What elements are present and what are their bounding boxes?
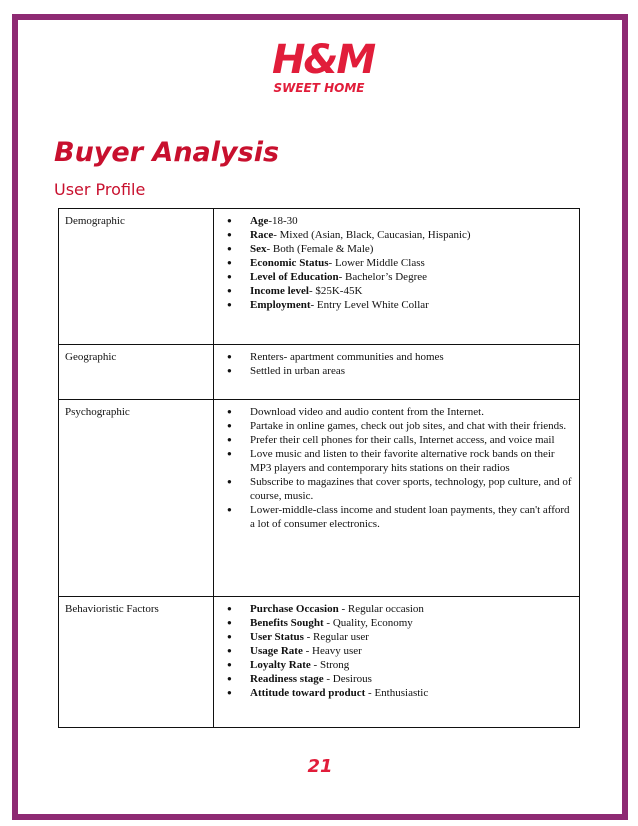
list-item	[250, 602, 573, 616]
item-text: Lower-middle-class income and student loan payments, they can't afford a lot of consumer electronics.	[250, 504, 570, 530]
logo-brand: H&M	[272, 37, 375, 83]
item-text: - Regular user	[303, 631, 369, 643]
row-label: Behavioristic Factors	[59, 597, 214, 728]
list-item	[250, 298, 573, 312]
table-row-geographic	[59, 345, 580, 400]
hm-logo	[272, 37, 375, 95]
table-row-behavioristic	[59, 597, 580, 728]
item-text: - Quality, Economy	[323, 617, 413, 629]
item-key: Loyalty Rate	[250, 659, 311, 671]
list-item	[250, 419, 573, 433]
item-key: Readiness stage	[250, 673, 324, 685]
item-key: User Status	[250, 631, 304, 643]
logo-subtitle: SWEET HOME	[273, 81, 365, 95]
table-row-psychographic	[59, 400, 580, 597]
item-text: - Mixed (Asian, Black, Caucasian, Hispanic)	[273, 229, 471, 241]
item-text: - Desirous	[323, 673, 372, 685]
item-text: - $25K-45K	[308, 285, 363, 297]
bullet-list	[220, 405, 573, 531]
list-item	[250, 405, 573, 419]
row-label: Geographic	[59, 345, 214, 400]
item-key: Usage Rate	[250, 645, 303, 657]
list-item	[250, 350, 573, 364]
item-key: Economic Status	[250, 257, 329, 269]
item-key: Sex	[250, 243, 267, 255]
row-label: Psychographic	[59, 400, 214, 597]
item-text: - Regular occasion	[338, 603, 424, 615]
row-content	[214, 400, 580, 597]
bullet-list	[220, 214, 573, 312]
bullet-list	[220, 602, 573, 700]
item-key: Income level	[250, 285, 309, 297]
list-item	[250, 284, 573, 298]
list-item	[250, 228, 573, 242]
item-text: - Both (Female & Male)	[266, 243, 374, 255]
list-item	[250, 644, 573, 658]
list-item	[250, 503, 573, 531]
list-item	[250, 475, 573, 503]
item-text: - Bachelor’s Degree	[338, 271, 427, 283]
list-item	[250, 616, 573, 630]
item-text: Love music and listen to their favorite alternative rock bands on their MP3 players and contemporary hits stations on their radios	[250, 448, 555, 474]
list-item	[250, 270, 573, 284]
list-item	[250, 447, 573, 475]
item-key: Age	[250, 215, 269, 227]
item-key: Race	[250, 229, 274, 241]
item-text: - Enthusiastic	[365, 687, 429, 699]
row-label: Demographic	[59, 209, 214, 345]
list-item	[250, 672, 573, 686]
page-number: 21	[307, 756, 333, 777]
item-text: Settled in urban areas	[250, 365, 345, 377]
item-text: - Heavy user	[302, 645, 362, 657]
list-item	[250, 256, 573, 270]
list-item	[250, 214, 573, 228]
table-row-demographic	[59, 209, 580, 345]
page-title: Buyer Analysis	[54, 137, 280, 168]
list-item	[250, 242, 573, 256]
item-key: Benefits Sought	[250, 617, 324, 629]
item-key: Level of Education	[250, 271, 339, 283]
item-key: Employment	[250, 299, 311, 311]
item-text: Partake in online games, check out job sites, and chat with their friends.	[250, 420, 567, 432]
list-item	[250, 658, 573, 672]
item-text: -18-30	[268, 215, 298, 227]
list-item	[250, 630, 573, 644]
list-item	[250, 686, 573, 700]
item-text: Prefer their cell phones for their calls, Internet access, and voice mail	[250, 434, 555, 446]
list-item	[250, 364, 573, 378]
item-text: - Lower Middle Class	[328, 257, 425, 269]
item-text: Subscribe to magazines that cover sports, technology, pop culture, and of course, music.	[250, 476, 572, 502]
item-text: - Strong	[310, 659, 350, 671]
item-text: Download video and audio content from the Internet.	[250, 406, 484, 418]
list-item	[250, 433, 573, 447]
item-text: - Entry Level White Collar	[310, 299, 429, 311]
user-profile-table	[58, 208, 580, 728]
item-key: Attitude toward product	[250, 687, 366, 699]
item-text: Renters- apartment communities and homes	[250, 351, 444, 363]
section-subtitle: User Profile	[54, 180, 146, 199]
row-content	[214, 345, 580, 400]
item-key: Purchase Occasion	[250, 603, 339, 615]
row-content	[214, 209, 580, 345]
bullet-list	[220, 350, 573, 378]
row-content	[214, 597, 580, 728]
